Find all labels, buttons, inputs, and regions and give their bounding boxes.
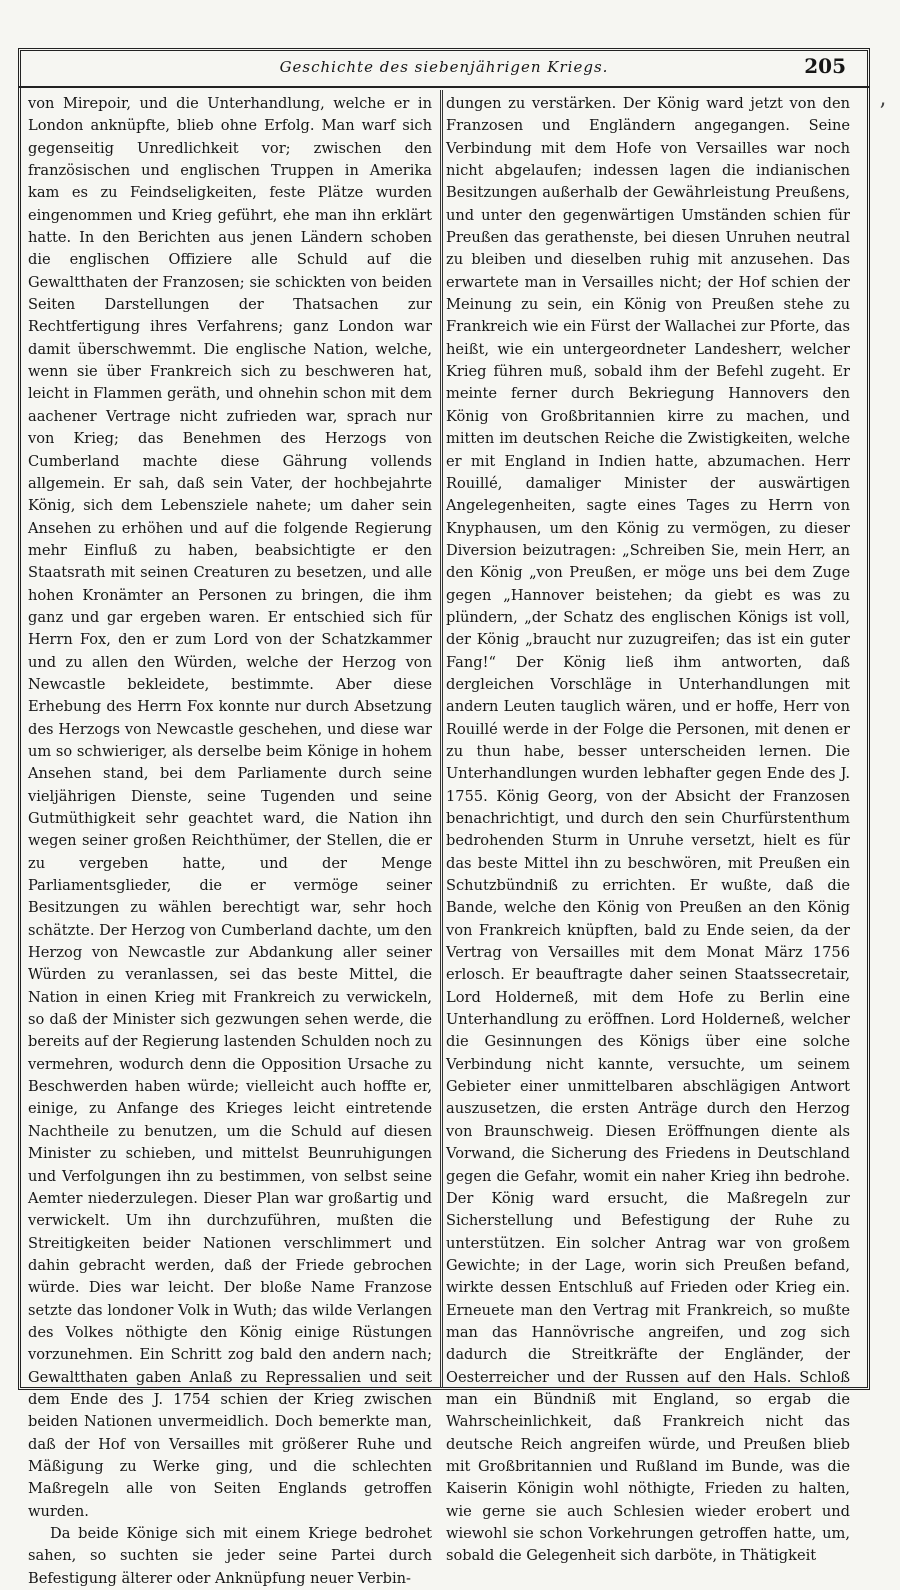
running-title: Geschichte des siebenjährigen Kriegs. <box>279 58 609 76</box>
margin-mark: ’ <box>879 100 886 125</box>
page-header <box>18 52 870 86</box>
left-paragraph-2: Da beide Könige sich mit einem Kriege bedrohet sahen, so suchten sie jeder seine Partei durch Befestigung älterer oder Anknüpfung neuer Verbin- <box>28 1525 432 1587</box>
page-number: 205 <box>804 54 846 78</box>
left-column <box>28 93 432 1587</box>
header-rule <box>18 86 870 88</box>
right-column <box>446 93 850 1565</box>
left-paragraph-1: von Mirepoir, und die Unterhandlung, welche er in London anknüpfte, blieb ohne Erfolg. Man warf sich gegenseitig Unredlichkeit vor; zwischen den französischen und englischen Truppen in Amerika kam es zu Feindseligkeiten, feste Plätze wurden eingenommen und Krieg geführt, ehe man ihn erklärt hatte. In den Berichten aus jenen Ländern schoben die englischen Offiziere alle Schuld auf die Gewaltthaten der Franzosen; sie schickten von beiden Seiten Darstellungen der Thatsachen zur Rechtfertigung ihres Verfahrens; ganz London war damit überschwemmt. Die englische Nation, welche, wenn sie über Frankreich sich zu beschweren hat, leicht in Flammen geräth, und ohnehin schon mit dem aachener Vertrage nicht zufrieden war, sprach nur von Krieg; das Benehmen des Herzogs von Cumberland machte diese Gährung vollends allgemein. Er sah, daß sein Vater, der hochbejahrte König, sich dem Lebensziele nahete; um daher sein Ansehen zu erhöhen und auf die folgende Regierung mehr Einfluß zu haben, beabsichtigte er den Staatsrath mit seinen Creaturen zu besetzen, und alle hohen Kronämter an Personen zu bringen, die ihm ganz und gar ergeben waren. Er entschied sich für Herrn Fox, den er zum Lord von der Schatzkammer und zu allen den Würden, welche der Herzog von Newcastle bekleidete, bestimmte. Aber diese Erhebung des Herrn Fox konnte nur durch Absetzung des Herzogs von Newcastle geschehen, und diese war um so schwieriger, als derselbe beim Könige in hohem Ansehen stand, bei dem Parliamente durch seine vieljährigen Dienste, seine Tugenden und seine Gutmüthigkeit sehr geachtet ward, die Nation ihn wegen seiner großen Reichthümer, der Stellen, die er zu vergeben hatte, und der Menge Parliamentsglieder, die er vermöge seiner Besitzungen zu wählen berechtigt war, sehr hoch schätzte. Der Herzog von Cumberland dachte, um den Herzog von Newcastle zur Abdankung aller seiner Würden zu veranlassen, sei das beste Mittel, die Nation in einen Krieg mit Frankreich zu verwickeln, so daß der Minister sich gezwungen sehen werde, die bereits auf der Regierung lastenden Schulden noch zu vermehren, wodurch denn die Opposition Ursache zu Beschwerden haben würde; vielleicht auch hoffte er, einige, zu Anfange des Krieges leicht eintretende Nachtheile zu benutzen, um die Schuld auf diesen Minister zu schieben, und mittelst Beunruhigungen und Verfolgungen ihn zu bestimmen, von selbst seine Aemter niederzulegen. Dieser Plan war großartig und verwickelt. Um ihn durchzuführen, mußten die Streitigkeiten beider Nationen verschlimmert und dahin gebracht werden, daß der Friede gebrochen würde. Dies war leicht. Der bloße Name Franzose setzte das londoner Volk in Wuth; das wilde Verlangen des Volkes nöthigte den König einige Rüstungen vorzunehmen. Ein Schritt zog bald den andern nach; Gewaltthaten gaben Anlaß zu Repressalien und seit dem Ende des J. 1754 schien der Krieg zwischen beiden Nationen unvermeidlich. Doch bemerkte man, daß der Hof von Versailles mit größerer Ruhe und Mäßigung zu Werke ging, und die schlechten Maßregeln alle von Seiten Englands getroffen wurden. <box>28 95 432 1520</box>
column-divider <box>440 90 443 1388</box>
right-paragraph-1: dungen zu verstärken. Der König ward jetzt von den Franzosen und Engländern angegangen. Seine Verbindung mit dem Hofe von Versailles war noch nicht abgelaufen; indessen lagen die indianischen Besitzungen außerhalb der Gewährleistung Preußens, und unter den gegenwärtigen Umständen schien für Preußen das gerathenste, bei diesen Unruhen neutral zu bleiben und dieselben ruhig mit anzusehen. Das erwartete man in Versailles nicht; der Hof schien der Meinung zu sein, ein König von Preußen stehe zu Frankreich wie ein Fürst der Wallachei zur Pforte, das heißt, wie ein untergeordneter Landesherr, welcher Krieg führen muß, sobald ihm der Befehl zugeht. Er meinte ferner durch Bekriegung Hannovers den König von Großbritannien kirre zu machen, und mitten im deutschen Reiche die Zwistigkeiten, welche er mit England in Indien hatte, abzumachen. Herr Rouillé, damaliger Minister der auswärtigen Angelegenheiten, sagte eines Tages zu Herrn von Knyphausen, um den König zu vermögen, zu dieser Diversion beizutragen: „Schreiben Sie, mein Herr, an den König „von Preußen, er möge uns bei dem Zuge gegen „Hannover beistehen; da giebt es was zu plündern, „der Schatz des englischen Königs ist voll, der König „braucht nur zuzugreifen; das ist ein guter Fang!“ Der König ließ ihm antworten, daß dergleichen Vorschläge in Unterhandlungen mit andern Leuten tauglich wären, und er hoffe, Herr von Rouillé werde in der Folge die Personen, mit denen er zu thun habe, besser unterscheiden lernen. Die Unterhandlungen wurden lebhafter gegen Ende des J. 1755. König Georg, von der Absicht der Franzosen benachrichtigt, und durch den sein Churfürstenthum bedrohenden Sturm in Unruhe versetzt, hielt es für das beste Mittel ihn zu beschwören, mit Preußen ein Schutzbündniß zu errichten. Er wußte, daß die Bande, welche den König von Preußen an den König von Frankreich knüpften, bald zu Ende seien, da der Vertrag von Versailles mit dem Monat März 1756 erlosch. Er beauftragte daher seinen Staatssecretair, Lord Holderneß, mit dem Hofe zu Berlin eine Unterhandlung zu eröffnen. Lord Holderneß, welcher die Gesinnungen des Königs über eine solche Verbindung nicht kannte, versuchte, um seinem Gebieter einer unmittelbaren abschlägigen Antwort auszusetzen, die ersten Anträge durch den Herzog von Braunschweig. Diesen Eröffnungen diente als Vorwand, die Sicherung des Friedens in Deutschland gegen die Gefahr, womit ein naher Krieg ihn bedrohe. Der König ward ersucht, die Maßregeln zur Sicherstellung und Befestigung der Ruhe zu unterstützen. Ein solcher Antrag war von großem Gewichte; in der Lage, worin sich Preußen befand, wirkte dessen Entschluß auf Frieden oder Krieg ein. Erneuete man den Vertrag mit Frankreich, so mußte man das Hannövrische angreifen, und zog sich dadurch die Streitkräfte der Engländer, der Oesterreicher und der Russen auf den Hals. Schloß man ein Bündniß mit England, so ergab die Wahrscheinlichkeit, daß Frankreich nicht das deutsche Reich angreifen würde, und Preußen blieb mit Großbritannien und Rußland im Bunde, was die Kaiserin Königin wohl nöthigte, Frieden zu halten, wie gerne sie auch Schlesien wieder erobert und wiewohl sie schon Vorkehrungen getroffen hatte, um, sobald die Gelegenheit sich darböte, in Thätigkeit <box>446 95 850 1565</box>
